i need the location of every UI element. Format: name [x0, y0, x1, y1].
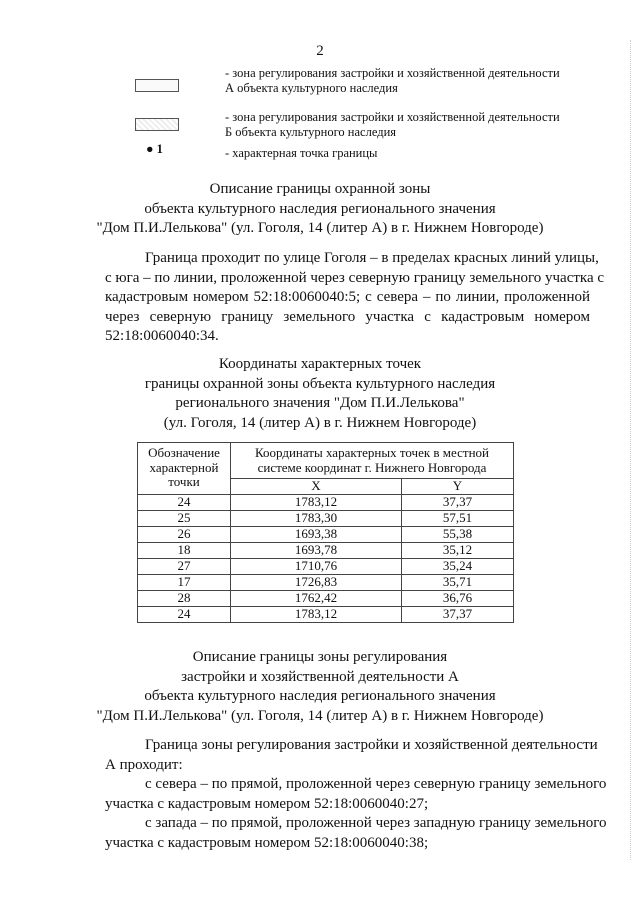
page-number: 2 — [316, 43, 324, 59]
legend-zone-b-swatch — [135, 118, 179, 131]
cell-point: 28 — [138, 590, 231, 606]
scan-edge-divider — [630, 40, 631, 860]
paragraph-boundary — [105, 249, 605, 347]
text-line: Граница проходит по улице Гоголя – в пределах красных линий улицы, — [145, 250, 599, 266]
text-line: с юга – по линии, проложенной через северную границу земельного участка с — [105, 269, 605, 286]
table-row — [138, 510, 514, 526]
cell-x: 1762,42 — [231, 590, 402, 606]
legend-text: А объекта культурного наследия — [225, 80, 398, 95]
legend-point: - характерная точка границы — [225, 146, 378, 160]
legend-zone-a — [225, 66, 560, 95]
heading-line: регионального значения "Дом П.И.Лелькова" — [175, 395, 465, 412]
table-row — [138, 526, 514, 542]
table-row — [138, 574, 514, 590]
heading-line: (ул. Гоголя, 14 (литер А) в г. Нижнем Новгороде) — [163, 415, 477, 432]
cell-point: 26 — [138, 526, 231, 542]
cell-point: 25 — [138, 510, 231, 526]
cell-y: 37,37 — [402, 606, 514, 622]
legend-text: - зона регулирования застройки и хозяйственной деятельности — [225, 110, 560, 124]
legend-zone-b — [225, 110, 560, 139]
heading-line: Описание границы зоны регулирования — [192, 649, 448, 665]
coords-group-header: Координаты характерных точек в местной системе координат г. Нижнего Новгорода — [231, 443, 514, 479]
cell-y: 35,71 — [402, 574, 514, 590]
text-line: кадастровым номером 52:18:0060040:5; с севера – по линии, проложенной — [105, 289, 590, 306]
text-line: через северную границу земельного участка с кадастровым номером — [105, 308, 590, 325]
cell-point: 24 — [138, 606, 231, 622]
cell-y: 35,24 — [402, 558, 514, 574]
paragraph-zone-a — [105, 736, 607, 854]
cell-point: 27 — [138, 558, 231, 574]
text-line: участка с кадастровым номером 52:18:0060040:27; — [105, 795, 429, 812]
cell-x: 1783,12 — [231, 494, 402, 510]
col-x-header: X — [231, 479, 402, 495]
cell-point: 18 — [138, 542, 231, 558]
heading-line: Координаты характерных точек — [218, 356, 422, 372]
text-line: Граница зоны регулирования застройки и хозяйственной деятельности — [145, 737, 598, 753]
text-line: с запада – по прямой, проложенной через западную границу земельного — [145, 815, 607, 832]
table-row — [138, 558, 514, 574]
heading-line: застройки и хозяйственной деятельности А — [181, 668, 459, 685]
cell-x: 1783,12 — [231, 606, 402, 622]
heading-line: объекта культурного наследия регионального значения — [144, 688, 496, 705]
heading-line: "Дом П.И.Лелькова" (ул. Гоголя, 14 (литер А) в г. Нижнем Новгороде) — [96, 708, 544, 725]
table-row — [138, 542, 514, 558]
legend-text: - зона регулирования застройки и хозяйственной деятельности — [225, 66, 560, 80]
cell-x: 1693,78 — [231, 542, 402, 558]
heading-line: границы охранной зоны объекта культурного наследия — [144, 375, 496, 392]
cell-point: 17 — [138, 574, 231, 590]
cell-y: 35,12 — [402, 542, 514, 558]
table-row — [138, 606, 514, 622]
cell-x: 1726,83 — [231, 574, 402, 590]
legend-zone-a-swatch — [135, 79, 179, 92]
heading-protection-zone — [0, 180, 640, 239]
heading-line: объекта культурного наследия регионального значения — [144, 200, 496, 217]
heading-regulation-zone-a — [0, 648, 640, 727]
heading-line: Описание границы охранной зоны — [209, 181, 431, 197]
coordinates-table — [137, 442, 514, 623]
text-line: участка с кадастровым номером 52:18:0060040:38; — [105, 834, 429, 851]
cell-x: 1783,30 — [231, 510, 402, 526]
text-line: А проходит: — [105, 756, 183, 773]
table-row — [138, 494, 514, 510]
text-line: 52:18:0060040:34. — [105, 328, 219, 345]
cell-y: 37,37 — [402, 494, 514, 510]
heading-line: "Дом П.И.Лелькова" (ул. Гоголя, 14 (литер А) в г. Нижнем Новгороде) — [96, 220, 544, 237]
point-symbol-icon: ● 1 — [146, 142, 163, 156]
legend-text: Б объекта культурного наследия — [225, 124, 397, 139]
col-y-header: Y — [402, 479, 514, 495]
heading-coordinates — [0, 355, 640, 434]
cell-x: 1693,38 — [231, 526, 402, 542]
cell-y: 55,38 — [402, 526, 514, 542]
cell-y: 36,76 — [402, 590, 514, 606]
cell-point: 24 — [138, 494, 231, 510]
cell-y: 57,51 — [402, 510, 514, 526]
col-point-header: Обозначение характерной точки — [138, 443, 231, 495]
text-line: с севера – по прямой, проложенной через северную границу земельного — [145, 776, 607, 793]
cell-x: 1710,76 — [231, 558, 402, 574]
table-row — [138, 590, 514, 606]
